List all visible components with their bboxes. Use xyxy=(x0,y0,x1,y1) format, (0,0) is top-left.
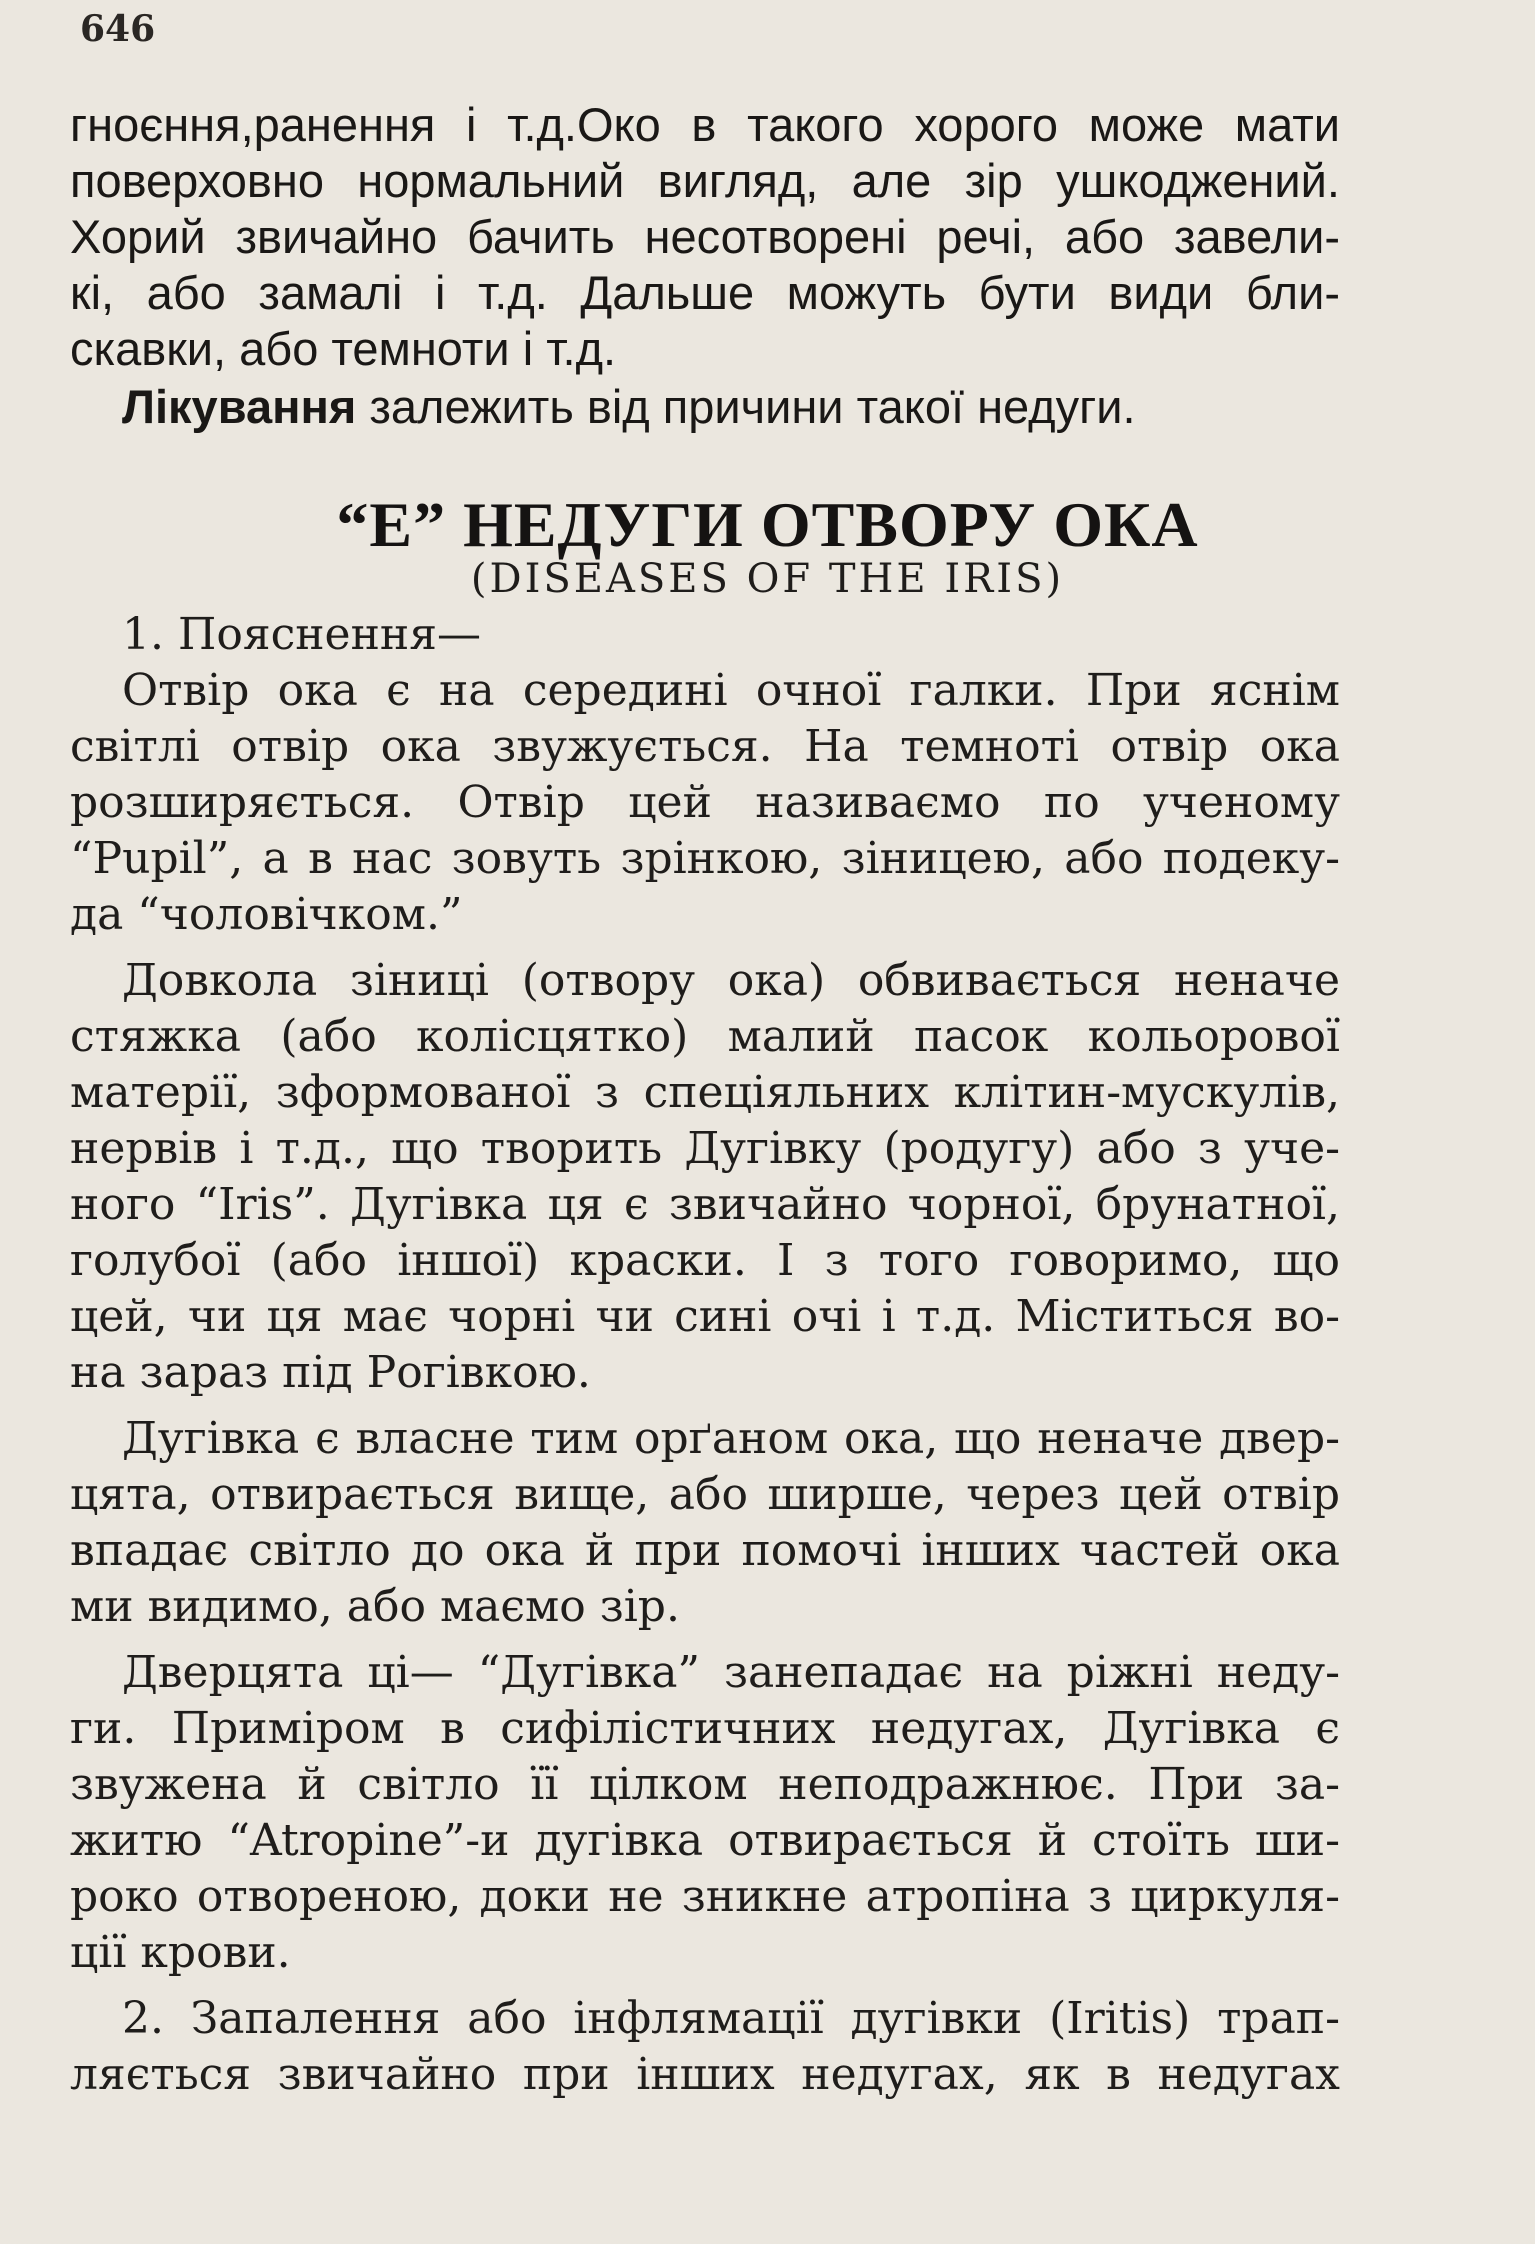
paragraph-line: ми видимо, або маємо зір. xyxy=(70,1581,680,1632)
subsection-heading: 1. Пояснення— xyxy=(122,609,482,660)
paragraph-line: матерії, зформованої з спеціяльних клітин-мускулів, xyxy=(70,1067,1340,1118)
section-heading: “Е” НЕДУГИ ОТВОРУ ОКА xyxy=(336,489,1199,560)
paragraph-line: кі, або замалі і т.д. Дальше можуть бути види бли- xyxy=(70,266,1340,319)
paragraph-line: ги. Приміром в сифілістичних недугах, Дугівка є xyxy=(70,1703,1340,1754)
paragraph-line: ного “Iris”. Дугівка ця є звичайно чорної, брунатної, xyxy=(70,1179,1340,1230)
paragraph-line: стяжка (або колісцятко) малий пасок кольорової xyxy=(70,1011,1340,1062)
treatment-label: Лікування xyxy=(122,380,357,433)
paragraph-line: світлі отвір ока звужується. На темноті отвір ока xyxy=(70,721,1340,772)
paragraph-line: Довкола зіниці (отвору ока) обвивається неначе xyxy=(122,955,1340,1006)
paragraph-line: нервів і т.д., що творить Дугівку (родугу) або з уче- xyxy=(70,1123,1340,1174)
paragraph-line: “Pupil”, а в нас зовуть зрінкою, зіницею, або подеку- xyxy=(70,833,1340,884)
paragraph-line: роко отвореною, доки не зникне атропіна з циркуля- xyxy=(70,1871,1340,1922)
paragraph-line: ції крови. xyxy=(70,1927,291,1978)
paragraph-line: Отвір ока є на середині очної галки. При яснім xyxy=(122,665,1340,716)
paragraph-line: впадає світло до ока й при помочі інших частей ока xyxy=(70,1525,1340,1576)
treatment-text: залежить від причини такої недуги. xyxy=(356,380,1136,433)
paragraph-line: голубої (або іншої) краски. І з того говоримо, що xyxy=(70,1235,1340,1286)
paragraph-line: житю “Atropine”-и дугівка отвирається й стоїть ши- xyxy=(70,1815,1340,1866)
paragraph-line: 2. Запалення або інфлямації дугівки (Iritis) трап- xyxy=(122,1993,1340,2044)
paragraph-line: Дверцята ці— “Дугівка” занепадає на ріжні неду- xyxy=(122,1647,1340,1698)
paragraph-line: цей, чи ця має чорні чи сині очі і т.д. Міститься во- xyxy=(70,1291,1340,1342)
paragraph-line: розширяється. Отвір цей називаємо по ученому xyxy=(70,777,1340,828)
paragraph-line: скавки, або темноти і т.д. xyxy=(70,322,617,375)
paragraph-line: да “чоловічком.” xyxy=(70,889,463,940)
page-number: 646 xyxy=(80,8,156,50)
paragraph-line: Дугівка є власне тим орґаном ока, що неначе двер- xyxy=(122,1413,1340,1464)
paragraph-line: Хорий звичайно бачить несотворені речі, або завели- xyxy=(70,210,1340,263)
treatment-line xyxy=(122,379,1340,435)
paragraph-line: цята, отвирається вище, або ширше, через цей отвір xyxy=(70,1469,1340,1520)
paragraph-line: гноєння,ранення і т.д.Око в такого хорого може мати xyxy=(70,98,1340,151)
section-subheading: (DISEASES OF THE IRIS) xyxy=(470,556,1065,602)
paragraph-line: звужена й світло її цілком неподражнює. При за- xyxy=(70,1759,1340,1810)
paragraph-line: на зараз під Рогівкою. xyxy=(70,1347,591,1398)
paragraph-line: поверховно нормальний вигляд, але зір ушкоджений. xyxy=(70,154,1340,207)
paragraph-line: ляється звичайно при інших недугах, як в недугах xyxy=(70,2049,1340,2100)
